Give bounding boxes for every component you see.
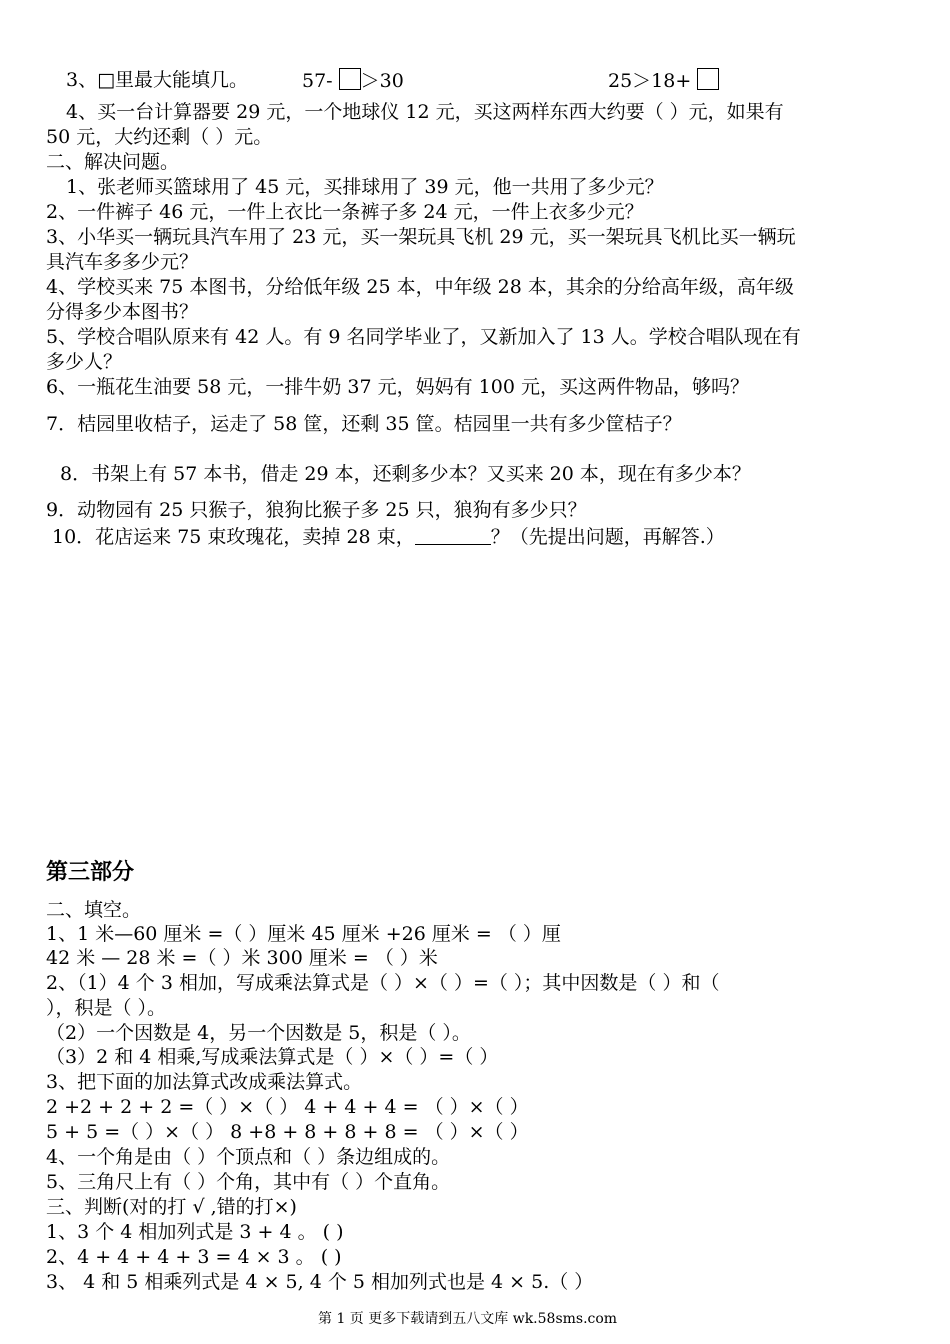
problem-3: 3、小华买一辆玩具汽车用了 23 元，买一架玩具飞机 29 元，买一架玩具飞机比买一辆玩 <box>46 226 796 248</box>
section-title-solve: 二、解决问题。 <box>46 151 180 173</box>
fill-line-3: 2、（1）4 个 3 相加，写成乘法算式是（ ）×（ ）=（ ）；其中因数是（ ）和（ <box>46 972 720 994</box>
expression-2: 25＞18+ <box>608 68 719 93</box>
fill-line-2: 42 米 — 28 米 =（ ）米 300 厘米 = （ ）米 <box>46 947 438 969</box>
fill-line-9: 5 + 5 =（ ）×（ ） 8 +8 + 8 + 8 + 8 = （ ）×（ ） <box>46 1121 529 1143</box>
fill-line-7: 3、把下面的加法算式改成乘法算式。 <box>46 1071 363 1093</box>
problem-10: 10．花店运来 75 束玫瑰花，卖掉 28 束， ？（先提出问题，再解答.） <box>52 526 725 548</box>
fill-line-11: 5、三角尺上有（ ）个角，其中有（ ）个直角。 <box>46 1171 451 1193</box>
judge-item-3: 3、 4 和 5 相乘列式是 4 × 5, 4 个 5 相加列式也是 4 × 5.（ ） <box>46 1271 594 1293</box>
problem-4-cont: 分得多少本图书？ <box>46 301 199 323</box>
judge-item-1: 1、3 个 4 相加列式是 3 + 4 。 ( ) <box>46 1221 344 1243</box>
fill-question-4-cont: 50 元，大约还剩（ ）元。 <box>46 126 273 148</box>
fill-line-8: 2 +2 + 2 + 2 =（ ）×（ ） 4 + 4 + 4 = （ ）×（ ） <box>46 1096 529 1118</box>
answer-blank <box>415 526 491 545</box>
answer-box <box>339 68 361 90</box>
problem-2: 2、一件裤子 46 元，一件上衣比一条裤子多 24 元，一件上衣多少元？ <box>46 201 644 223</box>
fill-line-5: （2）一个因数是 4，另一个因数是 5，积是（ ）。 <box>46 1022 471 1044</box>
problem-4: 4、学校买来 75 本图书，分给低年级 25 本，中年级 28 本，其余的分给高年级，高年级 <box>46 276 794 298</box>
fill-question-3 <box>66 68 248 92</box>
fill-line-1: 1、1 米—60 厘米 =（ ）厘米 45 厘米 +26 厘米 = （ ）厘 <box>46 923 561 945</box>
answer-box <box>697 68 719 90</box>
fill-question-4: 4、买一台计算器要 29 元，一个地球仪 12 元，买这两样东西大约要（ ）元，如果有 <box>66 101 784 123</box>
expression-1: 57- ＞30 <box>302 70 404 92</box>
problem-6: 6、一瓶花生油要 58 元，一排牛奶 37 元，妈妈有 100 元，买这两件物品，够吗？ <box>46 376 749 398</box>
problem-9: 9．动物园有 25 只猴子，狼狗比猴子多 25 只，狼狗有多少只？ <box>46 499 587 521</box>
fill-line-10: 4、一个角是由（ ）个顶点和（ ）条边组成的。 <box>46 1146 451 1168</box>
problem-8: 8．书架上有 57 本书，借走 29 本，还剩多少本？又买来 20 本，现在有多少本？ <box>60 463 751 485</box>
section-title-judge: 三、判断(对的打 √ ,错的打×) <box>46 1196 297 1218</box>
part-3-heading: 第三部分 <box>46 859 135 885</box>
judge-item-2: 2、4 + 4 + 4 + 3 = 4 × 3 。 ( ) <box>46 1246 342 1268</box>
problem-5-cont: 多少人？ <box>46 351 123 373</box>
problem-5: 5、学校合唱队原来有 42 人。有 9 名同学毕业了，又新加入了 13 人。学校合唱队现在有 <box>46 326 801 348</box>
page-footer: 第 1 页 更多下载请到五八文库 wk.58sms.com <box>318 1311 618 1327</box>
question-text: 3、□里最大能填几。 <box>66 69 249 91</box>
section-title-fill: 二、填空。 <box>46 899 142 921</box>
problem-7: 7．桔园里收桔子，运走了 58 筐，还剩 35 筐。桔园里一共有多少筐桔子？ <box>46 413 682 435</box>
problem-3-cont: 具汽车多多少元？ <box>46 251 199 273</box>
fill-line-4: ），积是（ ）。 <box>46 997 167 1019</box>
problem-1: 1、张老师买篮球用了 45 元，买排球用了 39 元，他一共用了多少元？ <box>66 176 664 198</box>
fill-line-6: （3）2 和 4 相乘,写成乘法算式是（ ）×（ ）=（ ） <box>46 1046 499 1068</box>
